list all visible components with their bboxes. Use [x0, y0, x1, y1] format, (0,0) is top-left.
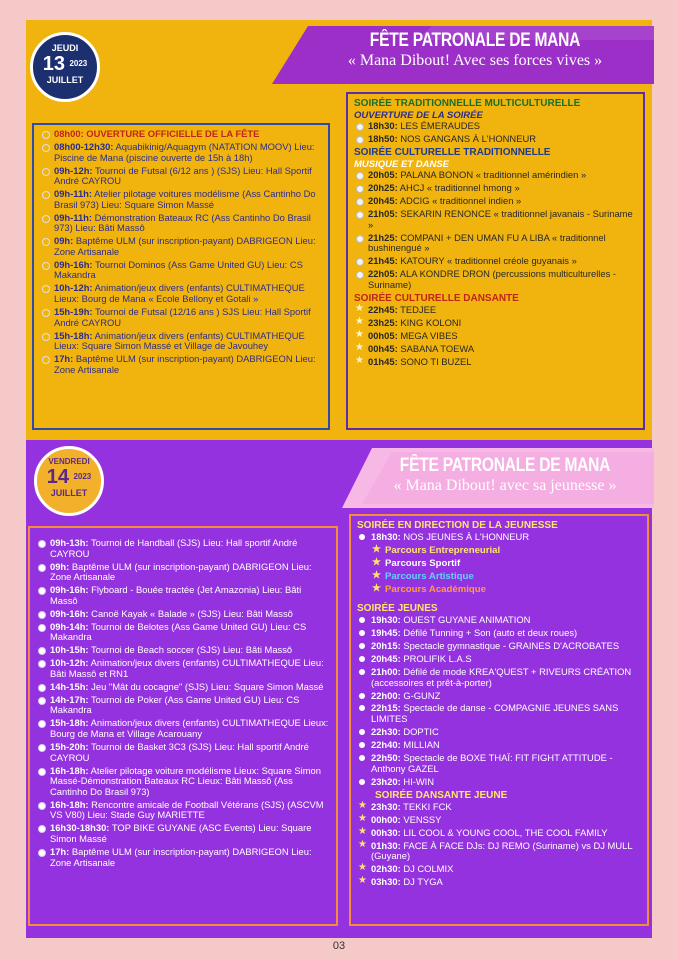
schedule-item: 21h25: COMPANI + DEN UMAN FU A LIBA « traditionnel bushinengué »	[354, 233, 637, 254]
section-heading: SOIRÉE CULTURELLE TRADITIONNELLE	[354, 146, 551, 158]
schedule-item: 15h-20h: Tournoi de Basket 3C3 (SJS) Lieu: Hall sportif André CAYROU	[36, 742, 330, 763]
day1-month: JUILLET	[46, 75, 84, 85]
schedule-item: 08h00-12h30: Aquabikinig/Aquagym (NATATION MOOV) Lieu: Piscine de Mana (piscine ouverte de 15h à 18h)	[40, 142, 322, 163]
schedule-item: 18h30: LES ÉMERAUDES	[354, 121, 637, 132]
schedule-item: 22h15: Spectacle de danse - COMPAGNIE JEUNES SANS LIMITES	[357, 703, 641, 724]
schedule-item: 08h00: OUVERTURE OFFICIELLE DE LA FÊTE	[40, 129, 322, 140]
schedule-item: 22h05: ALA KONDRE DRON (percussions multiculturelles - Suriname)	[354, 269, 637, 290]
schedule-item: 19h30: OUEST GUYANE ANIMATION	[357, 615, 641, 626]
day1-date-badge	[30, 32, 100, 102]
schedule-item: 09h-16h: Canoë Kayak « Balade » (SJS) Lieu: Bâti Massô	[36, 609, 330, 620]
schedule-item: 16h-18h: Rencontre amicale de Football Vétérans (SJS) (ASCVM VS V80) Lieu: Stade Guy MARIETTE	[36, 800, 330, 821]
schedule-item: ★ 03h30: DJ TYGA	[357, 877, 641, 888]
schedule-item: 10h-12h: Animation/jeux divers (enfants) CULTIMATHEQUE Lieu: Bâti Massô et RN1	[36, 658, 330, 679]
schedule-item: 20h15: Spectacle gymnastique - GRAINES D'ACROBATES	[357, 641, 641, 652]
schedule-item: 16h30-18h30: TOP BIKE GUYANE (ASC Events) Lieu: Square Simon Massé	[36, 823, 330, 844]
schedule-item: 21h05: SEKARIN RENONCE « traditionnel javanais - Suriname »	[354, 209, 637, 230]
day1-subtitle: « Mana Dibout! Avec ses forces vives »	[347, 52, 603, 69]
day2-date-badge	[34, 446, 104, 516]
section-subheading: OUVERTURE DE LA SOIRÉE	[354, 110, 483, 121]
day1-evening-schedule	[346, 92, 645, 430]
day1-banner	[300, 30, 650, 70]
schedule-item: 09h-16h: Flyboard - Bouée tractée (Jet Amazonia) Lieu: Bâti Massô	[36, 585, 330, 606]
day1-title: FÊTE PATRONALE DE MANA	[369, 30, 581, 51]
section-heading: SOIRÉE CULTURELLE DANSANTE	[354, 292, 519, 304]
schedule-item: 10h-15h: Tournoi de Beach soccer (SJS) Lieu: Bâti Massô	[36, 645, 330, 656]
parcours-item: ★ Parcours Entrepreneurial	[357, 545, 641, 556]
day1-daytime-schedule	[32, 123, 330, 430]
schedule-item: 09h-11h: Démonstration Bateaux RC (Ass Cantinho Do Brasil 973) Lieu: Bâti Massô	[40, 213, 322, 234]
schedule-item: 15h-19h: Tournoi de Futsal (12/16 ans ) SJS Lieu: Hall Sportif André CAYROU	[40, 307, 322, 328]
schedule-item: 09h-13h: Tournoi de Handball (SJS) Lieu: Hall sportif André CAYROU	[36, 538, 330, 559]
schedule-item: 17h: Baptême ULM (sur inscription-payant) DABRIGEON Lieu: Zone Artisanale	[40, 354, 322, 375]
schedule-item: 10h-12h: Animation/jeux divers (enfants) CULTIMATHEQUE Lieux: Bourg de Mana « Ecole Bellony et Gotali »	[40, 283, 322, 304]
schedule-item: 20h25: AHCJ « traditionnel hmong »	[354, 183, 637, 194]
schedule-item: 20h45: PROLIFIK L.A.S	[357, 654, 641, 665]
schedule-item: 21h00: Défilé de mode KREA'QUEST + RIVEURS CRÉATION (accessoires et prêt-à-porter)	[357, 667, 641, 688]
day2-year: 2023	[73, 472, 92, 481]
day2-subtitle: « Mana Dibout! avec sa jeunesse »	[393, 477, 617, 494]
schedule-item: ★ 23h30: TEKKI FCK	[357, 802, 641, 813]
schedule-item: 09h-14h: Tournoi de Belotes (Ass Game United GU) Lieu: CS Makandra	[36, 622, 330, 643]
schedule-item: 09h: Baptême ULM (sur inscription-payant) DABRIGEON Lieu: Zone Artisanale	[40, 236, 322, 257]
schedule-item: 09h-16h: Tournoi Dominos (Ass Game United GU) Lieu: CS Makandra	[40, 260, 322, 281]
schedule-item: ★ 00h45: SABANA TOEWA	[354, 344, 637, 355]
schedule-item: 14h-15h: Jeu "Mât du cocagne" (SJS) Lieu: Square Simon Massé	[36, 682, 330, 693]
schedule-item: 20h05: PALANA BONON « traditionnel amérindien »	[354, 170, 637, 181]
section-heading: SOIRÉE TRADITIONNELLE MULTICULTURELLE	[354, 98, 581, 109]
section-heading: SOIRÉE EN DIRECTION DE LA JEUNESSE	[357, 520, 558, 531]
day2-day: 14	[46, 466, 69, 488]
schedule-item: ★ 02h30: DJ COLMIX	[357, 864, 641, 875]
day1-year: 2023	[69, 59, 88, 68]
schedule-item: 22h40: MILLIAN	[357, 740, 641, 751]
schedule-item: 09h: Baptême ULM (sur inscription-payant) DABRIGEON Lieu: Zone Artisanale	[36, 562, 330, 583]
schedule-item: 15h-18h: Animation/jeux divers (enfants) CULTIMATHEQUE Lieux: Square Simon Massé et Village de Javouhey	[40, 331, 322, 352]
schedule-item: 19h45: Défilé Tunning + Son (auto et deux roues)	[357, 628, 641, 639]
day2-month: JUILLET	[50, 488, 88, 498]
schedule-item: 21h45: KATOURY « traditionnel créole guyanais »	[354, 256, 637, 267]
schedule-item: ★ 00h00: VENSSY	[357, 815, 641, 826]
day2-daytime-schedule	[28, 526, 338, 926]
day2-banner	[360, 455, 650, 495]
section-subheading: MUSIQUE ET DANSE	[354, 158, 450, 170]
day2-title: FÊTE PATRONALE DE MANA	[399, 455, 611, 476]
section-heading: SOIRÉE JEUNES	[357, 602, 438, 614]
schedule-item: 16h-18h: Atelier pilotage voiture modélisme Lieux: Square Simon Massé-Démonstration Bateaux RC Lieux: Bâti Massô (Ass Cantinho Do Brasil 973)	[36, 766, 330, 798]
schedule-item: ★ 00h05: MEGA VIBES	[354, 331, 637, 342]
parcours-item: ★ Parcours Sportif	[357, 558, 641, 569]
schedule-item: 09h-12h: Tournoi de Futsal (6/12 ans ) (SJS) Lieu: Hall Sportif André CAYROU	[40, 166, 322, 187]
day1-day: 13	[42, 53, 65, 75]
page-number: 03	[332, 940, 346, 952]
day1-weekday: JEUDI	[51, 43, 79, 53]
parcours-item: ★ Parcours Académique	[357, 584, 641, 595]
schedule-item: ★ 23h25: KING KOLONI	[354, 318, 637, 329]
schedule-item: 18h50: NOS GANGANS À L'HONNEUR	[354, 134, 637, 145]
schedule-item: 22h00: G-GUNZ	[357, 691, 641, 702]
schedule-item: 17h: Baptême ULM (sur inscription-payant) DABRIGEON Lieu: Zone Artisanale	[36, 847, 330, 868]
parcours-item: ★ Parcours Artistique	[357, 571, 641, 582]
schedule-item: 22h30: DOPTIC	[357, 727, 641, 738]
schedule-item: ★ 00h30: LIL COOL & YOUNG COOL, THE COOL FAMILY	[357, 828, 641, 839]
section-heading: SOIRÉE DANSANTE JEUNE	[375, 789, 508, 801]
schedule-item: 23h20: HI-WIN	[357, 777, 641, 788]
day2-evening-schedule	[349, 514, 649, 926]
schedule-item: ★ 01h30: FACE À FACE DJs: DJ REMO (Suriname) vs DJ MULL (Guyane)	[357, 841, 641, 862]
schedule-item: 20h45: ADCIG « traditionnel indien »	[354, 196, 637, 207]
schedule-item: ★ 22h45: TEDJEE	[354, 305, 637, 316]
schedule-item: 18h30: NOS JEUNES À L'HONNEUR	[357, 532, 641, 543]
schedule-item: 09h-11h: Atelier pilotage voitures modélisme (Ass Cantinho Do Brasil 973) Lieu: Square Simon Massé	[40, 189, 322, 210]
schedule-item: 14h-17h: Tournoi de Poker (Ass Game United GU) Lieu: CS Makandra	[36, 695, 330, 716]
schedule-item: 15h-18h: Animation/jeux divers (enfants) CULTIMATHEQUE Lieux: Bourg de Mana et Village Acarouany	[36, 718, 330, 739]
schedule-item: 22h50: Spectacle de BOXE THAÏ: FIT FIGHT ATTITUDE - Anthony GAZEL	[357, 753, 641, 774]
schedule-item: ★ 01h45: SONO TI BUZEL	[354, 357, 637, 368]
day2-weekday: VENDREDI	[48, 457, 90, 466]
